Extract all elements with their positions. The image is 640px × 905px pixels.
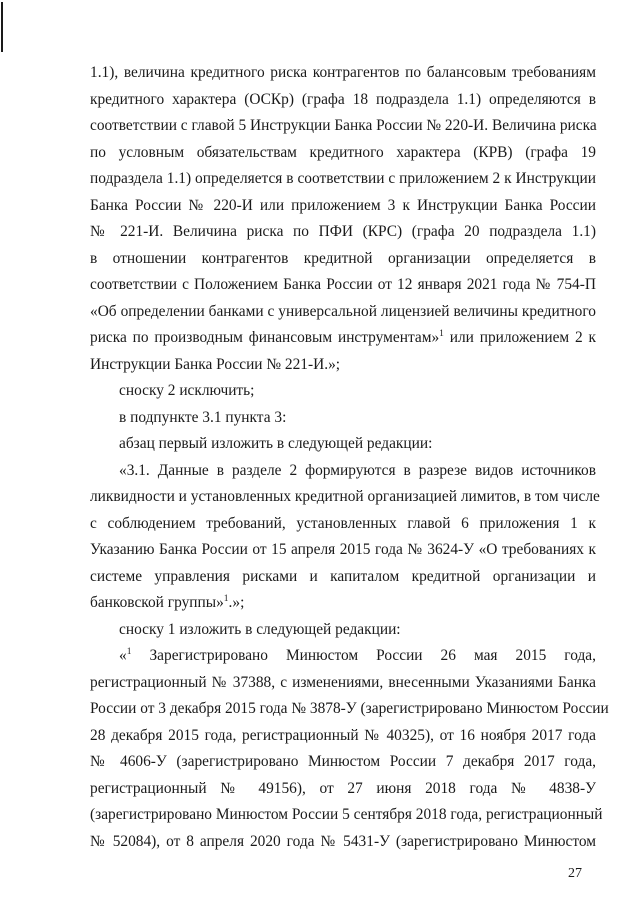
text-line: ликвидности и установленных кредитной организацией лимитов, в том числе	[90, 488, 600, 505]
footnote-marker: 1	[439, 329, 444, 339]
text-line	[90, 593, 244, 613]
text-segment: или приложением 2 к	[443, 329, 596, 346]
text-line: 28 декабря 2015 года, регистрационный № 40325), от 16 ноября 2017 года	[90, 727, 596, 744]
text-line: в подпункте 3.1 пункта 3:	[119, 409, 287, 426]
text-segment: риска по производным финансовым инструментам»	[90, 329, 440, 346]
text-line: «3.1. Данные в разделе 2 формируются в разрезе видов источников	[119, 462, 596, 479]
text-line: 1.1), величина кредитного риска контрагентов по балансовым требованиям	[90, 64, 596, 81]
text-line	[119, 646, 596, 666]
footnote-marker: 1	[223, 594, 229, 604]
text-line: регистрационный № 37388, с изменениями, внесенными Указаниями Банка	[90, 674, 596, 691]
text-line: регистрационный № 49156), от 27 июня 2018 года № 4838-У	[90, 780, 596, 797]
text-line: сноску 1 изложить в следующей редакции:	[119, 621, 401, 638]
text-line: кредитного характера (ОСКр) (графа 18 подраздела 1.1) определяются в	[90, 91, 596, 108]
text-line: подраздела 1.1) определяется в соответствии с приложением 2 к Инструкции	[90, 170, 596, 187]
margin-mark	[1, 2, 3, 52]
footnote-marker: 1	[126, 647, 132, 657]
text-line: России от 3 декабря 2015 года № 3878-У (зарегистрировано Минюстом России	[90, 700, 609, 717]
text-line: системе управления рисками и капиталом кредитной организации и	[90, 568, 596, 585]
text-line: Указанию Банка России от 15 апреля 2015 года № 3624-У «О требованиях к	[90, 541, 596, 558]
text-line: «Об определении банками с универсальной лицензией величины кредитного	[90, 303, 596, 320]
text-line: (зарегистрировано Минюстом России 5 сентября 2018 года, регистрационный	[90, 806, 603, 823]
text-line: по условным обязательствам кредитного характера (КРВ) (графа 19	[90, 144, 596, 161]
text-segment: «	[119, 647, 127, 664]
text-line: с соблюдением требований, установленных главой 6 приложения 1 к	[90, 515, 596, 532]
text-segment: банковской группы»	[90, 594, 224, 611]
text-line: Банка России № 220-И или приложением 3 к Инструкции Банка России	[90, 197, 596, 214]
text-segment: .»;	[228, 594, 245, 611]
text-line: абзац первый изложить в следующей редакции:	[119, 435, 433, 452]
text-line: в отношении контрагентов кредитной организации определяется в	[90, 250, 596, 267]
text-segment: Зарегистрировано Минюстом России 26 мая 2015 года,	[131, 647, 596, 664]
text-line: соответствии с Положением Банка России от 12 января 2021 года № 754-П	[90, 276, 596, 293]
text-line: № 221-И. Величина риска по ПФИ (КРС) (графа 20 подраздела 1.1)	[90, 223, 596, 240]
text-line	[90, 328, 596, 348]
text-line: соответствии с главой 5 Инструкции Банка России № 220-И. Величина риска	[90, 117, 597, 134]
text-line: № 4606-У (зарегистрировано Минюстом России 7 декабря 2017 года,	[90, 753, 596, 770]
text-line: № 52084), от 8 апреля 2020 года № 5431-У (зарегистрировано Минюстом	[90, 833, 596, 850]
text-line: Инструкции Банка России № 221-И.»;	[90, 356, 341, 373]
page-number: 27	[568, 866, 582, 881]
text-line: сноску 2 исключить;	[119, 382, 255, 399]
